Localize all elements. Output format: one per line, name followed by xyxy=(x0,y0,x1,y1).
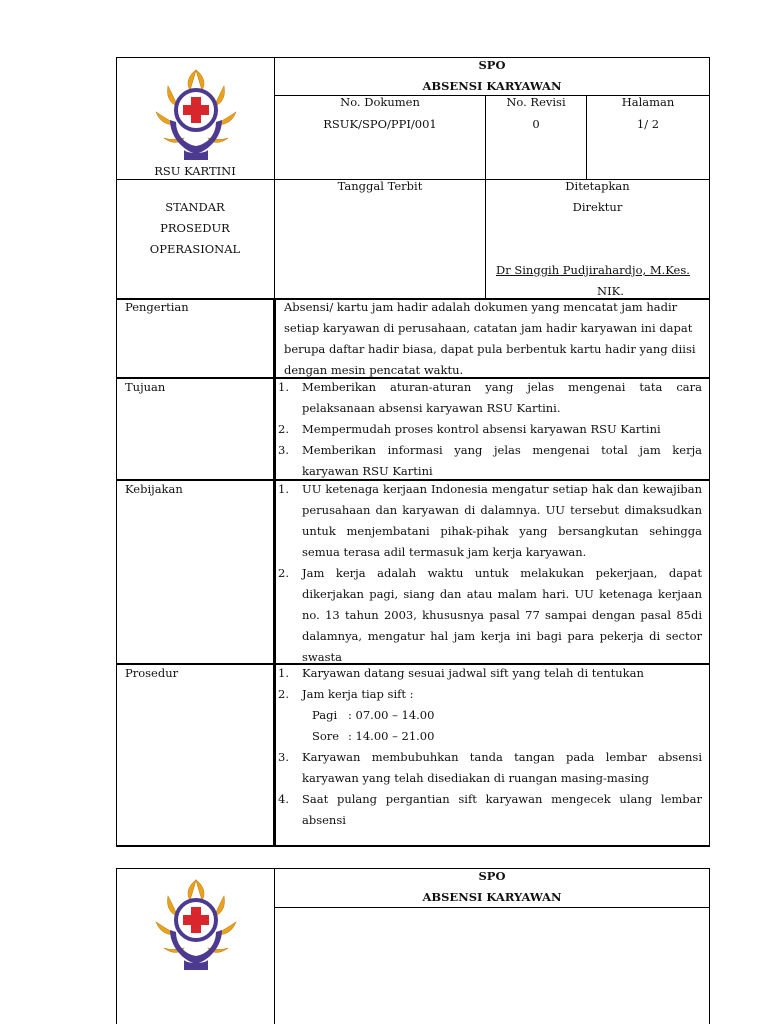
hospital-name: RSU KARTINI xyxy=(154,164,236,178)
prosedur-label: Prosedur xyxy=(125,666,179,680)
shift-row xyxy=(278,726,702,747)
list-item: 1. Karyawan datang sesuai jadwal sift yang telah di tentukan xyxy=(278,666,644,680)
tujuan-label: Tujuan xyxy=(125,380,166,394)
page2-spo-heading: SPO xyxy=(478,869,506,883)
hospital-logo-icon xyxy=(148,876,244,972)
spo-heading: SPO xyxy=(478,58,506,72)
no-revisi-value: 0 xyxy=(532,117,540,131)
pengertian-text: Absensi/ kartu jam hadir adalah dokumen yang mencatat jam hadir setiap karyawan di perusahaan, catatan jam hadir karyawan ini dapat berupa daftar hadir biasa, dapat pula berbentuk kartu hadir yang diisi dengan mesin pencatat waktu. xyxy=(284,300,696,377)
shift-sore-label: Sore xyxy=(312,729,340,743)
shift-pagi-time: : 07.00 – 14.00 xyxy=(348,708,435,722)
list-item: 2. Jam kerja adalah waktu untuk melakukan pekerjaan, dapat dikerjakan pagi, siang dan atau malam hari. UU ketenaga kerjaan no. 13 tahun 2003, khususnya pasal 77 sampai dengan pasal 85di dalamnya, mengatur hal jam kerja ini bagi para pekerja di sector swasta xyxy=(278,566,702,664)
page2-document-title: ABSENSI KARYAWAN xyxy=(422,890,562,904)
no-dokumen-value: RSUK/SPO/PPI/001 xyxy=(323,117,437,131)
no-revisi-label: No. Revisi xyxy=(506,95,566,109)
tujuan-list xyxy=(278,377,702,482)
sop-label-line1: STANDAR xyxy=(165,200,225,214)
halaman-value: 1/ 2 xyxy=(636,117,660,131)
list-item: 3. Karyawan membubuhkan tanda tangan pada lembar absensi karyawan yang telah disediakan di ruangan masing-masing xyxy=(278,750,702,785)
kebijakan-list xyxy=(278,479,702,668)
signatory-name: Dr Singgih Pudjirahardjo, M.Kes. xyxy=(496,263,690,277)
shift-sore-time: : 14.00 – 21.00 xyxy=(348,729,435,743)
list-item: 1. Memberikan aturan-aturan yang jelas mengenai tata cara pelaksanaan absensi karyawan RSU Kartini. xyxy=(278,380,702,415)
sop-label-line3: OPERASIONAL xyxy=(149,242,241,256)
no-dokumen-label: No. Dokumen xyxy=(340,95,420,109)
halaman-label: Halaman xyxy=(621,95,675,109)
direktur-label: Direktur xyxy=(572,200,623,214)
list-item: 2. Mempermudah proses kontrol absensi karyawan RSU Kartini xyxy=(278,422,661,436)
prosedur-list xyxy=(278,663,702,831)
pengertian-label: Pengertian xyxy=(125,300,189,314)
kebijakan-label: Kebijakan xyxy=(125,482,183,496)
sop-label-line2: PROSEDUR xyxy=(160,221,230,235)
list-item: 3. Memberikan informasi yang jelas mengenai total jam kerja karyawan RSU Kartini xyxy=(278,443,702,478)
tanggal-terbit-label: Tanggal Terbit xyxy=(337,179,423,193)
shift-row xyxy=(278,705,702,726)
document-title: ABSENSI KARYAWAN xyxy=(422,79,562,93)
list-item: 4. Saat pulang pergantian sift karyawan mengecek ulang lembar absensi xyxy=(278,792,702,827)
list-item: 1. UU ketenaga kerjaan Indonesia mengatur setiap hak dan kewajiban perusahaan dan karyawan di dalamnya. UU tersebut dimaksudkan untuk menjembatani pihak-pihak yang bersangkutan sehingga semua terasa adil termasuk jam kerja karyawan. xyxy=(278,482,702,559)
nik-label: NIK. xyxy=(597,284,624,298)
ditetapkan-label: Ditetapkan xyxy=(565,179,630,193)
hospital-logo-icon xyxy=(148,66,244,162)
list-item: 2. Jam kerja tiap sift : xyxy=(278,687,414,701)
shift-pagi-label: Pagi xyxy=(312,708,338,722)
